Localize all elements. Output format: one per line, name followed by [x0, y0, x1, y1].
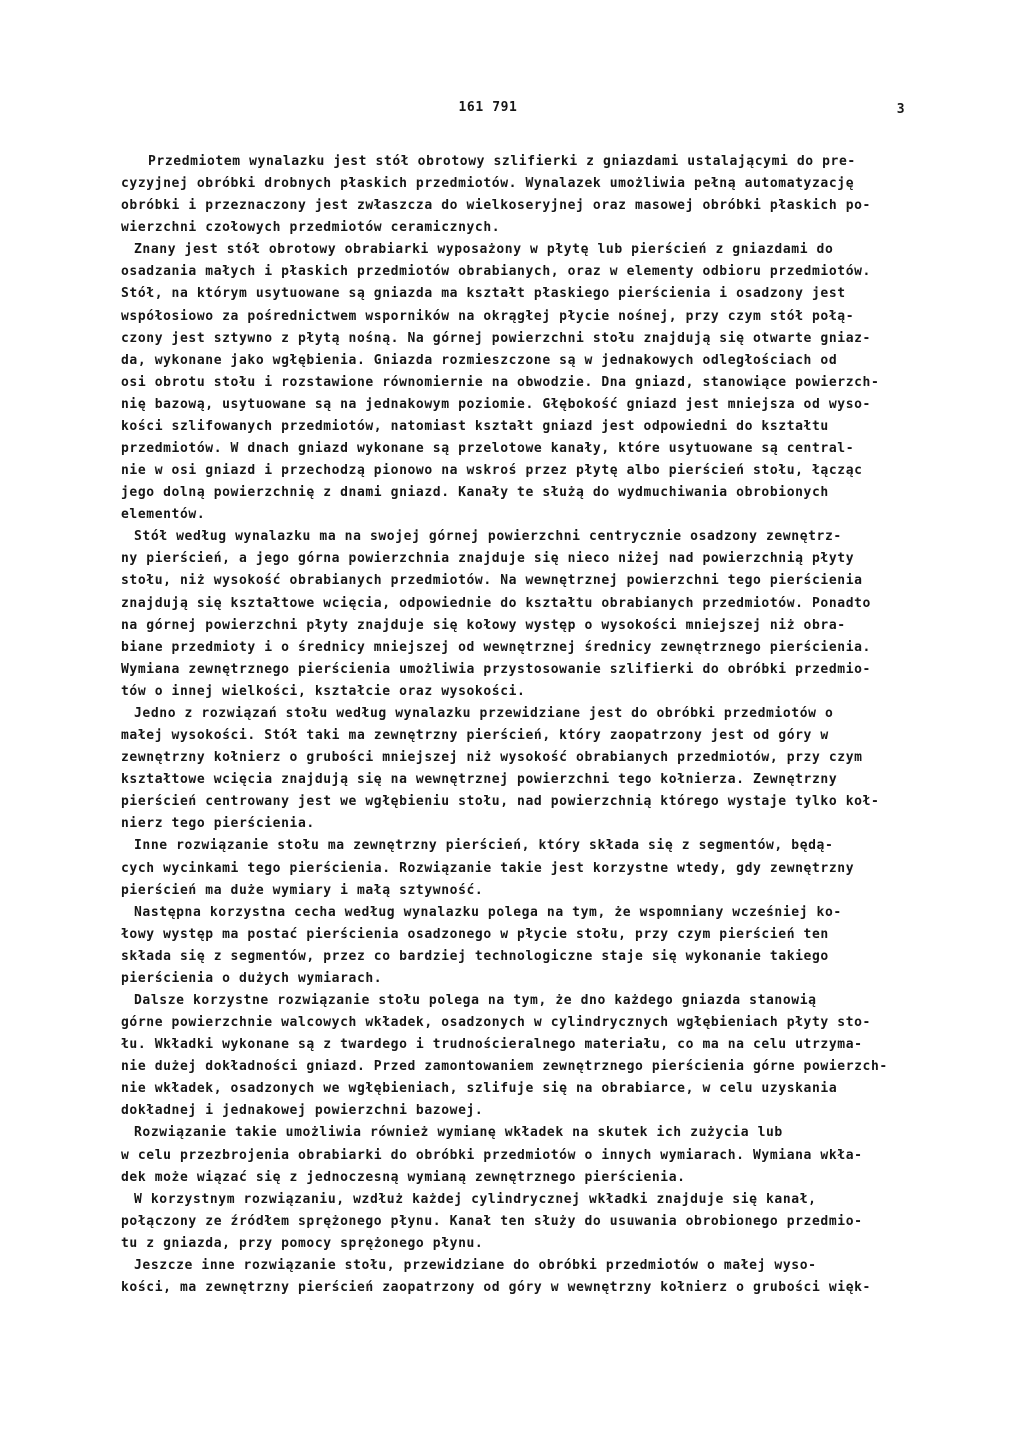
paragraph — [121, 1122, 921, 1188]
text-line: łu. Wkładki wykonane są z twardego i trudnościeralnego materiału, co ma na celu utrzyma- — [121, 1037, 863, 1053]
text-line: cyzyjnej obróbki drobnych płaskich przedmiotów. Wynalazek umożliwia pełną automatyzację — [121, 176, 855, 192]
text-line: dokładnej i jednakowej powierzchni bazowej. — [121, 1103, 484, 1119]
text-line: Dalsze korzystne rozwiązanie stołu polega na tym, że dno każdego gniazda stanowią — [134, 992, 817, 1008]
text-line: Jeszcze inne rozwiązanie stołu, przewidziane do obróbki przedmiotów o małej wyso- — [134, 1257, 817, 1273]
text-line: cych wycinkami tego pierścienia. Rozwiązanie takie jest korzystne wtedy, gdy zewnętrzny — [121, 860, 855, 876]
paragraph — [121, 835, 921, 901]
text-line: współosiowo za pośrednictwem wsporników na okrągłej płycie nośnej, przy czym stół połą- — [121, 308, 855, 324]
text-line: tu z gniazda, przy pomocy sprężonego płynu. — [121, 1235, 484, 1251]
text-line: kości, ma zewnętrzny pierścień zaopatrzony od góry w wewnętrzny kołnierz o grubości więk- — [121, 1279, 871, 1295]
text-line: łowy występ ma postać pierścienia osadzonego w płycie stołu, przy czym pierścień ten — [121, 926, 829, 942]
text-line: Rozwiązanie takie umożliwia również wymianę wkładek na skutek ich zużycia lub — [134, 1125, 783, 1141]
paragraph — [121, 239, 921, 526]
paragraph — [121, 703, 921, 835]
text-line: Następna korzystna cecha według wynalazku polega na tym, że wspomniany wcześniej ko- — [134, 904, 842, 920]
text-line: nierz tego pierścienia. — [121, 816, 315, 832]
text-line: znajdują się kształtowe wcięcia, odpowiednie do kształtu obrabianych przedmiotów. Ponadto — [121, 595, 871, 611]
text-line: Przedmiotem wynalazku jest stół obrotowy szlifierki z gniazdami ustalającymi do pre- — [148, 154, 856, 169]
page-number: 3 — [896, 102, 906, 117]
text-line: kształtowe wcięcia znajdują się na wewnętrznej powierzchni tego kołnierza. Zewnętrzny — [121, 772, 838, 788]
text-line: W korzystnym rozwiązaniu, wzdłuż każdej cylindrycznej wkładki znajduje się kanał, — [134, 1191, 817, 1207]
text-line: pierścienia o dużych wymiarach. — [121, 970, 383, 986]
paragraph — [121, 902, 921, 990]
text-line: czony jest sztywno z płytą nośną. Na górnej powierzchni stołu znajdują się otwarte gniaz- — [121, 330, 871, 346]
text-line: tów o innej wielkości, kształcie oraz wysokości. — [121, 683, 526, 699]
text-line: w celu przezbrojenia obrabiarki do obróbki przedmiotów o innych wymiarach. Wymiana wkła- — [121, 1147, 863, 1163]
text-line: nie w osi gniazd i przechodzą pionowo na wskroś przez płytę albo pierścień stołu, łącząc — [121, 463, 863, 479]
text-line: ny pierścień, a jego górna powierzchnia znajduje się nieco niżej nad powierzchnią płyty — [121, 551, 855, 567]
text-line: obróbki i przeznaczony jest zwłaszcza do wielkoseryjnej oraz masowej obróbki płaskich po- — [121, 198, 871, 214]
paragraph — [121, 1189, 921, 1255]
text-line: jego dolną powierzchnię z dnami gniazd. Kanały te służą do wydmuchiwania obrobionych — [121, 485, 829, 501]
text-line: nie dużej dokładności gniazd. Przed zamontowaniem zewnętrznego pierścienia górne powierzch- — [121, 1059, 888, 1075]
text-line: zewnętrzny kołnierz o grubości mniejszej niż wysokość obrabianych przedmiotów, przy czym — [121, 750, 863, 766]
text-line: Jedno z rozwiązań stołu według wynalazku przewidziane jest do obróbki przedmiotów o — [134, 705, 834, 721]
text-line: małej wysokości. Stół taki ma zewnętrzny pierścień, który zaopatrzony jest od góry w — [121, 728, 829, 744]
text-line: przedmiotów. W dnach gniazd wykonane są przelotowe kanały, które usytuowane są central- — [121, 441, 855, 457]
text-line: pierścień ma duże wymiary i małą sztywność. — [121, 882, 484, 898]
text-line: na górnej powierzchni płyty znajduje się kołowy występ o wysokości mniejszej niż obra- — [121, 617, 846, 633]
text-line: osi obrotu stołu i rozstawione równomiernie na obwodzie. Dna gniazd, stanowiące powierzch- — [121, 374, 880, 390]
text-line: Stół według wynalazku ma na swojej górnej powierzchni centrycznie osadzony zewnętrz- — [134, 529, 842, 545]
text-line: pierścień centrowany jest we wgłębieniu stołu, nad powierzchnią którego wystaje tylko koł- — [121, 794, 880, 810]
paragraph — [121, 1255, 921, 1299]
text-line: Znany jest stół obrotowy obrabiarki wyposażony w płytę lub pierścień z gniazdami do — [134, 242, 834, 258]
text-line: Stół, na którym usytuowane są gniazda ma kształt płaskiego pierścienia i osadzony jest — [121, 286, 846, 302]
text-line: Inne rozwiązanie stołu ma zewnętrzny pierścień, który składa się z segmentów, będą- — [134, 838, 834, 854]
paragraph — [121, 151, 921, 239]
text-line: górne powierzchnie walcowych wkładek, osadzonych w cylindrycznych wgłębieniach płyty sto- — [121, 1015, 871, 1031]
text-line: nie wkładek, osadzonych we wgłębieniach, szlifuje się na obrabiarce, w celu uzyskania — [121, 1081, 838, 1097]
text-line: da, wykonane jako wgłębienia. Gniazda rozmieszczone są w jednakowych odległościach od — [121, 352, 838, 368]
text-line: kości szlifowanych przedmiotów, natomiast kształt gniazd jest odpowiedni do kształtu — [121, 418, 829, 434]
document-number: 161 791 — [458, 100, 518, 115]
text-line: dek może wiązać się z jednoczesną wymianą zewnętrznego pierścienia. — [121, 1169, 686, 1185]
paragraph — [121, 526, 921, 703]
text-line: połączony ze źródłem sprężonego płynu. Kanał ten służy do usuwania obrobionego przedmio- — [121, 1213, 863, 1229]
text-line: składa się z segmentów, przez co bardziej technologiczne staje się wykonanie takiego — [121, 948, 829, 964]
document-body — [121, 151, 921, 1299]
text-line: stołu, niż wysokość obrabianych przedmiotów. Na wewnętrznej powierzchni tego pierścienia — [121, 573, 863, 589]
text-line: wierzchni czołowych przedmiotów ceramicznych. — [121, 220, 501, 236]
text-line: Wymiana zewnętrznego pierścienia umożliwia przystosowanie szlifierki do obróbki przedmio- — [121, 661, 871, 677]
text-line: elementów. — [121, 507, 206, 523]
text-line: nię bazową, usytuowane są na jednakowym poziomie. Głębokość gniazd jest mniejsza od wyso- — [121, 396, 871, 412]
text-line: osadzania małych i płaskich przedmiotów obrabianych, oraz w elementy odbioru przedmiotów. — [121, 264, 871, 280]
paragraph — [121, 990, 921, 1122]
text-line: biane przedmioty i o średnicy mniejszej od wewnętrznej średnicy zewnętrznego pierścienia. — [121, 639, 871, 655]
